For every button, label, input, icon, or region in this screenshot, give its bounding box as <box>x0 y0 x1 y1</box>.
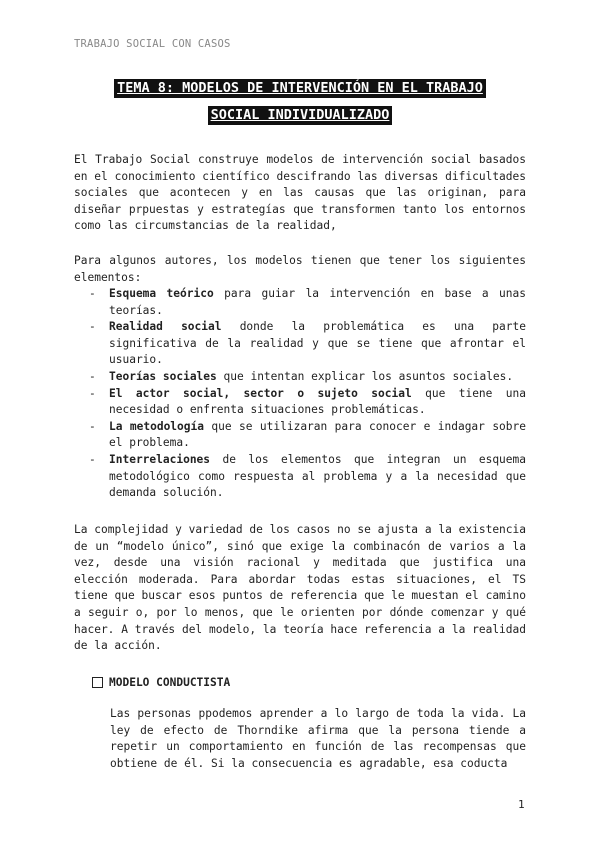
section-heading-label: MODELO CONDUCTISTA <box>109 676 231 689</box>
list-item-term: Interrelaciones <box>109 452 211 466</box>
title-line-2: SOCIAL INDIVIDUALIZADO <box>208 106 393 125</box>
complexity-paragraph: La complejidad y variedad de los casos no se ajusta a la existencia de un “modelo único”, sinó que exige la combinacón de varios a la vez, desde una visión racional y meditada que justifica una elección moderada. Para abordar todas estas situaciones, el TS tiene que buscar esos puntos de referencia que le muestan el camino a seguir o, por lo menos, que le orienten por dónde comenzar y qué hacer. A través del modelo, la teoría hace referencia a la realidad de la acción. <box>74 523 526 653</box>
list-item-text: que intentan explicar los asuntos sociales. <box>216 369 514 383</box>
running-header: TRABAJO SOCIAL CON CASOS <box>74 38 231 50</box>
list-item <box>89 319 526 369</box>
list-item-text: donde la problemática es una parte significativa de la realidad y que se tiene que afrontar el usuario. <box>109 320 526 367</box>
list-item-term: La metodología <box>109 419 204 433</box>
list-item <box>89 286 526 319</box>
list-marker: - <box>89 386 96 400</box>
list-item-text: de los elementos que integran un esquema metodológico como respuesta al problema y a la necesidad que demanda solución. <box>109 452 526 500</box>
behaviorist-paragraph: Las personas ppodemos aprender a lo largo de toda la vida. La ley de efecto de Thorndike afirma que la persona tiende a repetir un comportamiento en función de las recompensas que obtiene de él. Si la consecuencia es agradable, esa coducta <box>110 707 526 770</box>
list-item-text: para guiar la intervención en base a unas teorías. <box>109 287 526 317</box>
list-item-text: que tiene una necesidad o enfrenta situaciones problemáticas. <box>109 386 527 417</box>
list-item-term: Esquema teórico <box>109 287 214 300</box>
list-item-term: El actor social, sector o sujeto social <box>109 386 412 400</box>
section-heading <box>92 676 230 689</box>
list-item <box>89 419 526 452</box>
page-number: 1 <box>518 798 525 811</box>
list-marker: - <box>89 452 96 466</box>
document-title <box>0 77 600 131</box>
list-item-text: que se utilizaran para conocer e indagar sobre el problema. <box>109 419 526 450</box>
intro-paragraph: El Trabajo Social construye modelos de intervención social basados en el conocimiento científico descifrando las diversas dificultades sociales que acontecen y en las causas que las originan, para diseñar prpuestas y estrategías que transformen tanto los entornos como las circumstancias de la realidad, <box>74 153 526 233</box>
list-marker: - <box>89 320 96 334</box>
list-item <box>89 369 526 386</box>
list-item-term: Realidad social <box>109 320 222 334</box>
list-marker: - <box>89 419 96 433</box>
elements-list <box>89 286 526 502</box>
list-marker: - <box>89 369 96 383</box>
list-marker: - <box>89 287 96 300</box>
title-line-1: TEMA 8: MODELOS DE INTERVENCIÓN EN EL TRABAJO <box>114 79 486 98</box>
elements-intro-paragraph: Para algunos autores, los modelos tienen que tener los siguientes elementos: <box>74 254 526 284</box>
list-item <box>89 386 526 419</box>
list-item-term: Teorías sociales <box>109 369 217 383</box>
checkbox-icon <box>92 677 103 688</box>
list-item <box>89 452 526 502</box>
